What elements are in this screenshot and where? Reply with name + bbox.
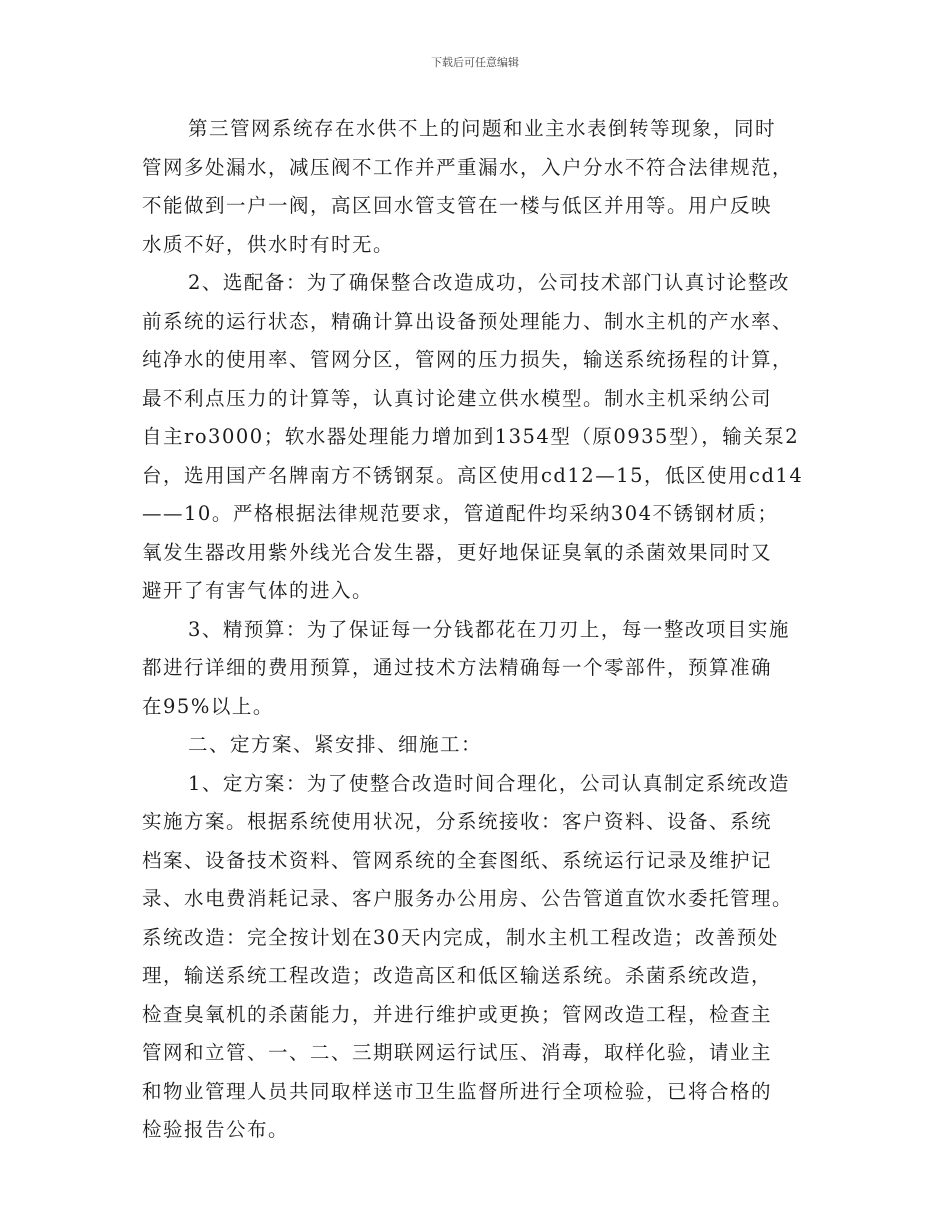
text-line: 氧发生器改用紫外线光合发生器，更好地保证臭氧的杀菌效果同时又 (142, 540, 773, 564)
text-line: 系统改造：完全按计划在30天内完成，制水主机工程改造；改善预处 (142, 925, 779, 949)
text-line: 第三管网系统存在水供不上的问题和业主水表倒转等现象，同时 (188, 117, 777, 140)
text-line: 和物业管理人员共同取样送市卫生监督所进行全项检验，已将合格的 (142, 1079, 773, 1103)
text-line: 录、水电费消耗记录、客户服务办公用房、公告管道直饮水委托管理。 (142, 887, 794, 910)
text-line: 3、精预算：为了保证每一分钱都花在刀刃上，每一整改项目实施 (188, 617, 790, 641)
text-line: 不能做到一户一阀，高区回水管支管在一楼与低区并用等。用户反映 (142, 194, 773, 217)
text-line: 自主ro3000；软水器处理能力增加到1354型（原0935型），输关泵2 (142, 425, 800, 448)
text-line: 2、选配备：为了确保整合改造成功，公司技术部门认真讨论整改 (188, 271, 790, 294)
text-line: 理，输送系统工程改造；改造高区和低区输送系统。杀菌系统改造， (142, 964, 773, 987)
text-line: 实施方案。根据系统使用状况，分系统接收：客户资料、设备、系统 (142, 810, 773, 833)
text-line: 1、定方案：为了使整合改造时间合理化，公司认真制定系统改造 (188, 771, 790, 795)
text-line: 二、定方案、紧安排、细施工： (188, 733, 483, 756)
text-line: 水质不好，供水时有时无。 (142, 232, 395, 256)
text-line: 管网和立管、一、二、三期联网运行试压、消毒，取样化验，请业主 (142, 1041, 773, 1064)
text-line: 最不利点压力的计算等，认真讨论建立供水模型。制水主机采纳公司 (142, 386, 773, 410)
text-line: 纯净水的使用率、管网分区，管网的压力损失，输送系统扬程的计算， (142, 348, 794, 371)
page-header: 下载后可任意编辑 (431, 56, 519, 69)
text-line: 检查臭氧机的杀菌能力，并进行维护或更换；管网改造工程，检查主 (142, 1002, 773, 1026)
text-line: 检验报告公布。 (142, 1118, 290, 1141)
text-line: 管网多处漏水，减压阀不工作并严重漏水，入户分水不符合法律规范， (142, 155, 794, 179)
text-line: 都进行详细的费用预算，通过技术方法精确每一个零部件，预算准确 (142, 656, 773, 679)
text-line: 避开了有害气体的进入。 (142, 579, 374, 602)
text-line: ——10。严格根据法律规范要求，管道配件均采纳304不锈钢材质； (142, 502, 779, 525)
document-body (142, 110, 812, 1150)
text-line: 在95%以上。 (142, 694, 274, 718)
text-line: 档案、设备技术资料、管网系统的全套图纸、系统运行记录及维护记 (142, 848, 773, 872)
text-line: 前系统的运行状态，精确计算出设备预处理能力、制水主机的产水率、 (142, 309, 794, 333)
text-line: 台，选用国产名牌南方不锈钢泵。高区使用cd12—15，低区使用cd14 (142, 463, 804, 487)
